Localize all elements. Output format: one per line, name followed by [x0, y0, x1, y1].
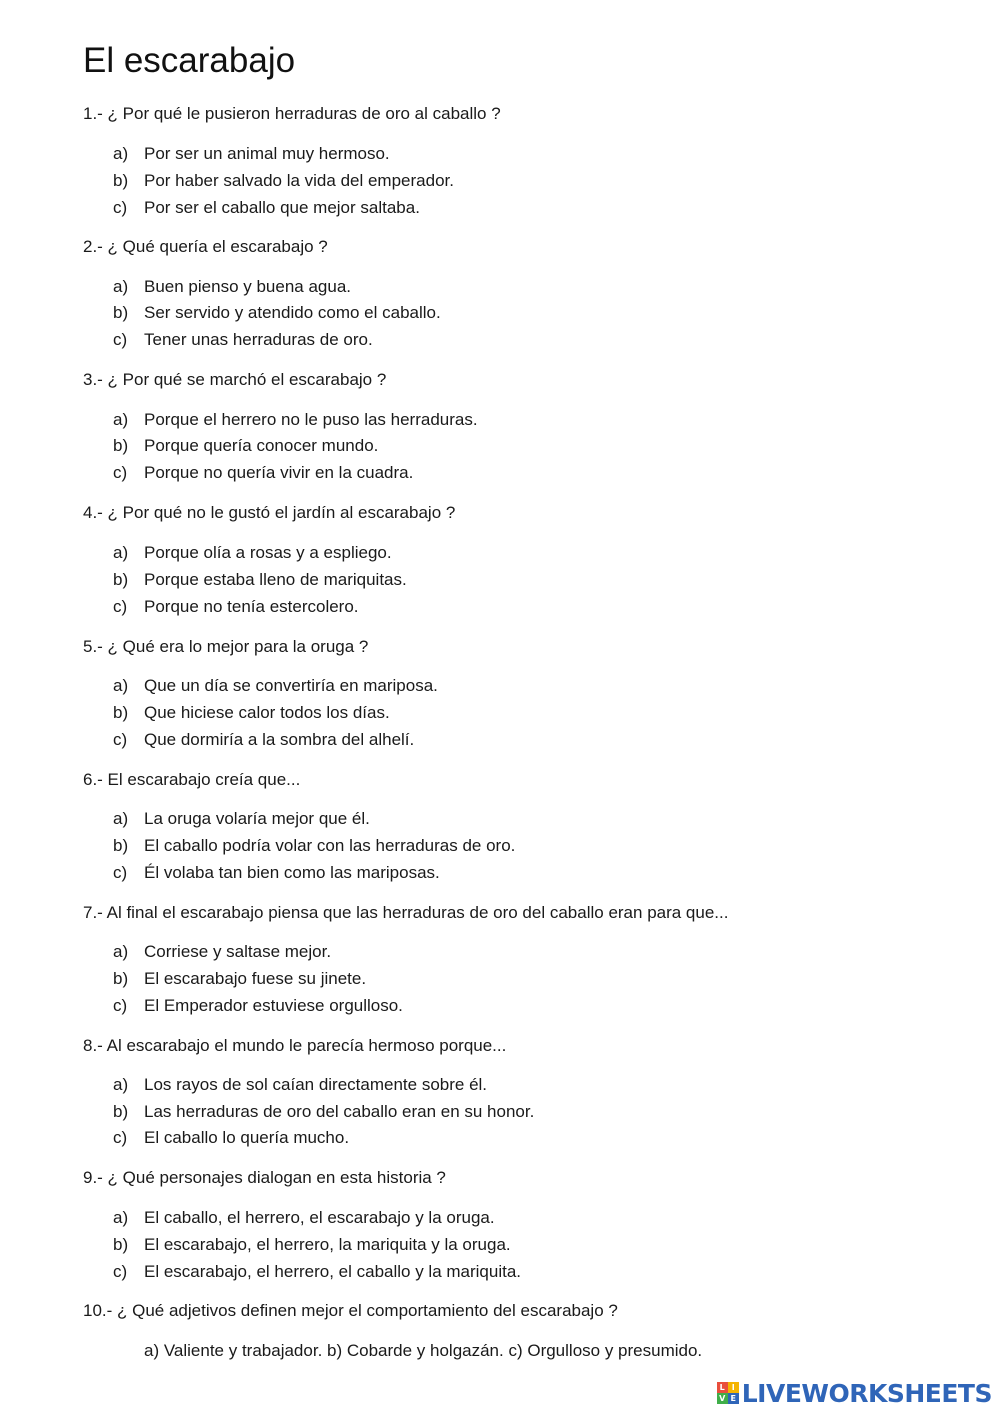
option-text: Que hiciese calor todos los días.	[144, 703, 390, 722]
option-text: Porque estaba lleno de mariquitas.	[144, 570, 407, 589]
option-letter: c)	[113, 1128, 128, 1147]
liveworksheets-logo[interactable]	[717, 1379, 992, 1407]
option-letter: b)	[113, 836, 129, 855]
question-7: 7.- Al final el escarabajo piensa que las herraduras de oro del caballo eran para que...	[83, 903, 729, 922]
question-8-option-a[interactable]	[113, 1074, 487, 1096]
question-6-option-a[interactable]	[113, 808, 370, 830]
logo-mark-icon	[717, 1382, 739, 1404]
question-4-option-a[interactable]	[113, 542, 392, 564]
question-4-option-b[interactable]	[113, 569, 407, 591]
option-letter: a)	[113, 543, 129, 562]
option-letter: a)	[113, 1075, 129, 1094]
option-text: Tener unas herraduras de oro.	[144, 330, 373, 349]
question-3: 3.- ¿ Por qué se marchó el escarabajo ?	[83, 370, 387, 389]
option-text: Que dormiría a la sombra del alhelí.	[144, 730, 415, 749]
question-4: 4.- ¿ Por qué no le gustó el jardín al escarabajo ?	[83, 503, 456, 522]
option-text: Porque quería conocer mundo.	[144, 436, 379, 455]
option-text: Corriese y saltase mejor.	[144, 942, 332, 961]
option-letter: b)	[113, 1235, 129, 1254]
option-letter: c)	[113, 330, 128, 349]
option-letter: c)	[113, 198, 128, 217]
question-3-option-b[interactable]	[113, 435, 378, 457]
question-6-option-c[interactable]	[113, 862, 440, 884]
option-letter: a)	[113, 809, 129, 828]
option-text: Los rayos de sol caían directamente sobre él.	[144, 1075, 488, 1094]
option-letter: c)	[113, 863, 128, 882]
option-text: El caballo podría volar con las herraduras de oro.	[144, 836, 516, 855]
question-2-option-a[interactable]	[113, 276, 351, 298]
question-8-option-c[interactable]	[113, 1127, 349, 1149]
option-text: El escarabajo, el herrero, la mariquita y la oruga.	[144, 1235, 511, 1254]
option-text: La oruga volaría mejor que él.	[144, 809, 370, 828]
question-7-option-c[interactable]	[113, 995, 403, 1017]
question-9-option-b[interactable]	[113, 1234, 511, 1256]
question-3-option-c[interactable]	[113, 462, 413, 484]
question-3-option-a[interactable]	[113, 409, 478, 431]
option-text: Porque no tenía estercolero.	[144, 597, 359, 616]
question-7-option-b[interactable]	[113, 968, 366, 990]
question-8: 8.- Al escarabajo el mundo le parecía hermoso porque...	[83, 1036, 507, 1055]
question-2: 2.- ¿ Qué quería el escarabajo ?	[83, 237, 328, 256]
option-letter: a)	[113, 144, 129, 163]
question-8-option-b[interactable]	[113, 1101, 534, 1123]
option-text: Por ser un animal muy hermoso.	[144, 144, 390, 163]
question-2-option-c[interactable]	[113, 329, 373, 351]
page-title: El escarabajo	[83, 41, 296, 80]
question-9-option-c[interactable]	[113, 1261, 521, 1283]
option-letter: b)	[113, 303, 129, 322]
question-5-option-a[interactable]	[113, 675, 438, 697]
option-text: Ser servido y atendido como el caballo.	[144, 303, 441, 322]
option-letter: c)	[113, 996, 128, 1015]
option-letter: a)	[113, 277, 129, 296]
question-5-option-b[interactable]	[113, 702, 390, 724]
option-letter: a)	[113, 676, 129, 695]
question-10-options[interactable]: a) Valiente y trabajador. b) Cobarde y holgazán. c) Orgulloso y presumido.	[144, 1341, 703, 1360]
option-letter: b)	[113, 570, 129, 589]
question-2-option-b[interactable]	[113, 302, 441, 324]
logo-mark-letter: E	[728, 1393, 739, 1404]
question-1-option-a[interactable]	[113, 143, 390, 165]
option-letter: b)	[113, 703, 129, 722]
option-letter: c)	[113, 730, 128, 749]
option-text: El caballo lo quería mucho.	[144, 1128, 350, 1147]
option-text: El caballo, el herrero, el escarabajo y la oruga.	[144, 1208, 495, 1227]
option-text: El escarabajo, el herrero, el caballo y la mariquita.	[144, 1262, 522, 1281]
question-1-option-b[interactable]	[113, 170, 454, 192]
logo-mark-letter: I	[728, 1382, 739, 1393]
option-text: Porque el herrero no le puso las herraduras.	[144, 410, 478, 429]
question-5: 5.- ¿ Qué era lo mejor para la oruga ?	[83, 637, 369, 656]
question-9: 9.- ¿ Qué personajes dialogan en esta historia ?	[83, 1168, 446, 1187]
question-5-option-c[interactable]	[113, 729, 414, 751]
option-text: El escarabajo fuese su jinete.	[144, 969, 367, 988]
option-text: Porque olía a rosas y a espliego.	[144, 543, 392, 562]
option-text: Buen pienso y buena agua.	[144, 277, 352, 296]
option-letter: c)	[113, 597, 128, 616]
question-7-option-a[interactable]	[113, 941, 331, 963]
option-letter: a)	[113, 1208, 129, 1227]
option-letter: b)	[113, 1102, 129, 1121]
logo-mark-letter: V	[717, 1393, 728, 1404]
question-10: 10.- ¿ Qué adjetivos definen mejor el comportamiento del escarabajo ?	[83, 1301, 618, 1320]
option-letter: a)	[113, 942, 129, 961]
option-text: Las herraduras de oro del caballo eran en su honor.	[144, 1102, 535, 1121]
option-text: Que un día se convertiría en mariposa.	[144, 676, 438, 695]
option-letter: a)	[113, 410, 129, 429]
question-1: 1.- ¿ Por qué le pusieron herraduras de oro al caballo ?	[83, 104, 501, 123]
logo-text: LIVEWORKSHEETS	[741, 1378, 992, 1408]
option-text: Por ser el caballo que mejor saltaba.	[144, 198, 420, 217]
option-text: Porque no quería vivir en la cuadra.	[144, 463, 414, 482]
question-4-option-c[interactable]	[113, 596, 359, 618]
option-letter: b)	[113, 436, 129, 455]
question-6-option-b[interactable]	[113, 835, 515, 857]
option-letter: c)	[113, 1262, 128, 1281]
question-1-option-c[interactable]	[113, 197, 420, 219]
option-text: El Emperador estuviese orgulloso.	[144, 996, 403, 1015]
option-text: Él volaba tan bien como las mariposas.	[144, 863, 440, 882]
option-letter: b)	[113, 171, 129, 190]
option-letter: b)	[113, 969, 129, 988]
option-text: Por haber salvado la vida del emperador.	[144, 171, 454, 190]
question-6: 6.- El escarabajo creía que...	[83, 770, 301, 789]
question-9-option-a[interactable]	[113, 1207, 495, 1229]
logo-mark-letter: L	[717, 1382, 728, 1393]
option-letter: c)	[113, 463, 128, 482]
